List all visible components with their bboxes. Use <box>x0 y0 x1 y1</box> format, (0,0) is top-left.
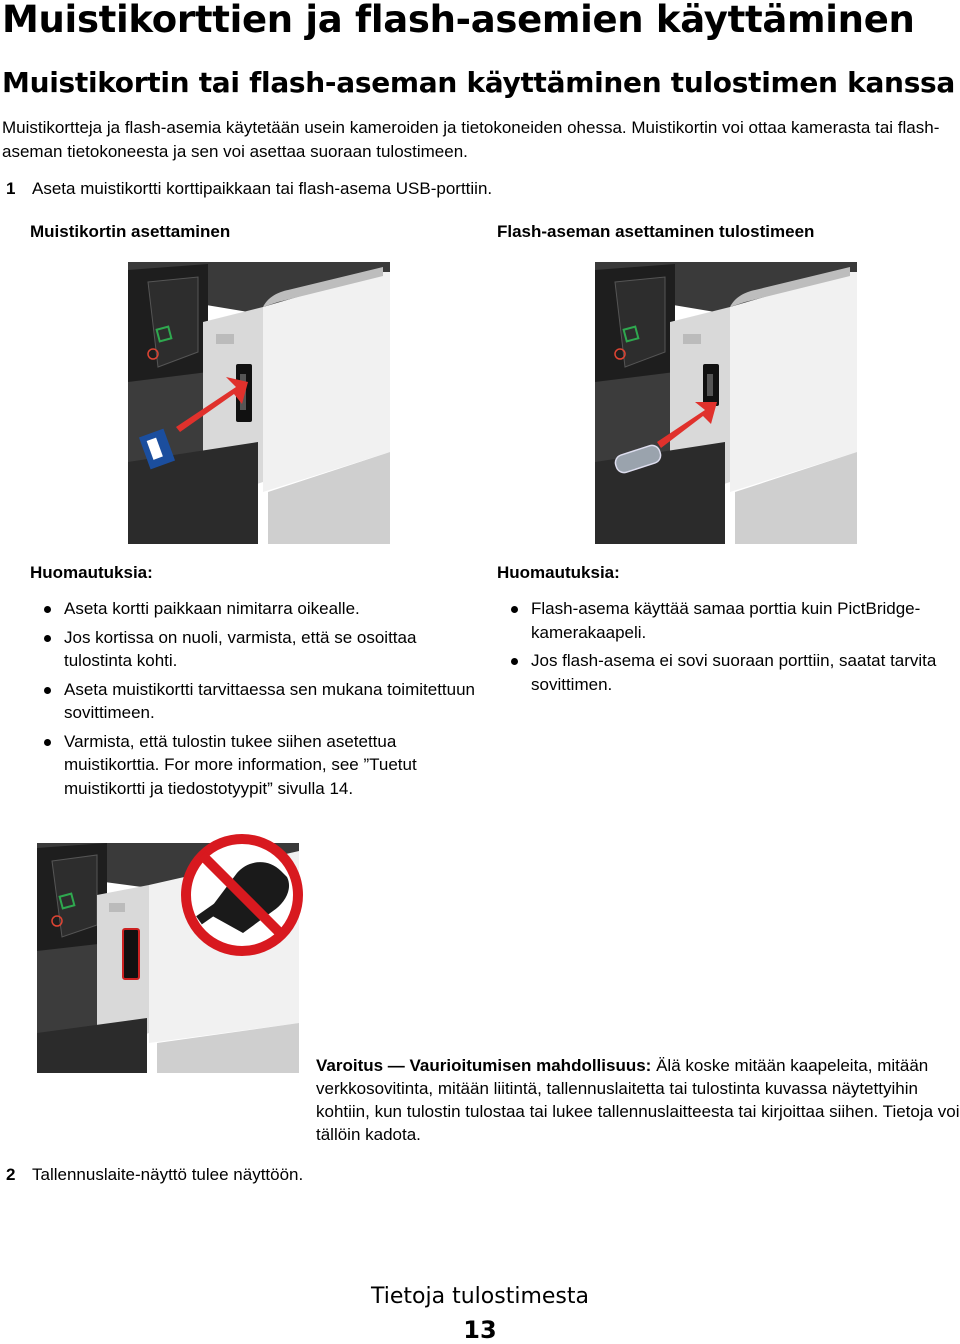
note-text: Flash-asema käyttää samaa porttia kuin PictBridge-kamerakaapeli. <box>531 599 921 642</box>
step-1-text: Aseta muistikortti korttipaikkaan tai flash-asema USB-porttiin. <box>32 179 493 198</box>
memory-card-caption: Muistikortin asettaminen <box>30 222 231 241</box>
warning-label: Varoitus — Vaurioitumisen mahdollisuus: <box>316 1056 652 1075</box>
list-item <box>497 597 957 644</box>
intro-text: Muistikortteja ja flash-asemia käytetään usein kameroiden ja tietokoneiden ohessa. Muistikortin voi ottaa kamerasta tai flash-aseman tietokoneesta ja sen voi asettaa suoraan tulostimeen. <box>2 118 940 161</box>
note-text: Varmista, että tulostin tukee siihen asetettua muistikorttia. For more information, see ”Tuetut muistikortti ja tiedostotyypit” sivulla 14. <box>64 731 417 798</box>
left-notes-heading: Huomautuksia: <box>30 563 153 582</box>
list-item <box>30 730 488 801</box>
step-2-text: Tallennuslaite-näyttö tulee näyttöön. <box>32 1165 304 1184</box>
bullet-icon <box>511 606 518 613</box>
memory-card-illustration <box>128 262 390 544</box>
footer-section-title: Tietoja tulostimesta <box>371 1284 589 1309</box>
list-item <box>30 678 488 725</box>
bullet-icon <box>511 658 518 665</box>
list-item <box>497 649 957 696</box>
section-title: Muistikortin tai flash-aseman käyttäminen tulostimen kanssa <box>2 66 956 99</box>
note-text: Jos flash-asema ei sovi suoraan porttiin, saatat tarvita sovittimen. <box>531 651 937 694</box>
page-number: 13 <box>463 1316 497 1344</box>
step-1 <box>2 177 960 201</box>
right-notes-heading: Huomautuksia: <box>497 563 620 582</box>
flash-drive-illustration <box>595 262 857 544</box>
note-text: Aseta muistikortti tarvittaessa sen mukana toimitettuun sovittimeen. <box>64 679 476 722</box>
do-not-touch-illustration <box>37 833 305 1073</box>
bullet-icon <box>44 739 51 746</box>
note-text: Jos kortissa on nuoli, varmista, että se osoittaa tulostinta kohti. <box>64 627 417 670</box>
left-notes-list <box>30 597 488 805</box>
page-title: Muistikorttien ja flash-asemien käyttäminen <box>2 0 915 41</box>
step-2 <box>2 1163 303 1187</box>
bullet-icon <box>44 606 51 613</box>
intro-paragraph <box>2 116 960 201</box>
right-notes-list <box>497 597 957 701</box>
list-item <box>30 626 488 673</box>
step-1-number: 1 <box>6 179 16 198</box>
warning-note <box>316 1054 960 1146</box>
note-text: Aseta kortti paikkaan nimitarra oikealle. <box>64 599 360 618</box>
bullet-icon <box>44 687 51 694</box>
list-item <box>30 597 488 621</box>
flash-drive-caption: Flash-aseman asettaminen tulostimeen <box>497 222 815 241</box>
step-2-number: 2 <box>6 1165 16 1184</box>
bullet-icon <box>44 635 51 642</box>
warning-text: Älä koske mitään kaapeleita, mitään verkkosovitinta, mitään liitintä, tallennuslaitetta tai tulostinta kuvassa näytettyihin kohtiin, kun tulostin tulostaa tai lukee tallennuslaitteesta tai kirjoittaa siihen. Tietoja voi tällöin kadota. <box>316 1056 960 1144</box>
